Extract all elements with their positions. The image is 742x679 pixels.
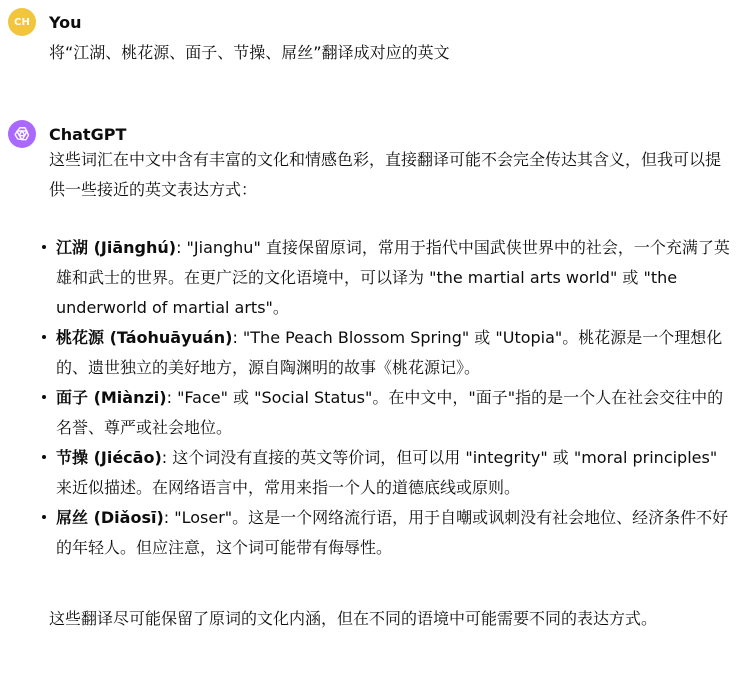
user-name: You: [49, 13, 82, 32]
list-item-text: : "Loser"。这是一个网络流行语，用于自嘲或讽刺没有社会地位、经济条件不好的年轻人。但应注意，这个词可能带有侮辱性。: [56, 508, 729, 557]
list-item: [36, 323, 736, 383]
bullet-dot: [42, 515, 46, 519]
user-avatar: [8, 8, 36, 36]
list-item: [36, 233, 736, 323]
list-item: [36, 443, 736, 503]
list-item: [36, 503, 736, 563]
list-item-text: : "Jianghu" 直接保留原词，常用于指代中国武侠世界中的社会，一个充满了英雄和武士的世界。在更广泛的文化语境中，可以译为 "the martial arts world" 或 "the underworld of martial arts"。: [56, 238, 730, 317]
bullet-dot: [42, 245, 46, 249]
translation-list: [36, 233, 736, 563]
list-item-term: 桃花源 (Táohuāyuán): [56, 328, 233, 347]
list-item-term: 节操 (Jiécāo): [56, 448, 162, 467]
bullet-dot: [42, 395, 46, 399]
list-item-text: : 这个词没有直接的英文等价词，但可以用 "integrity" 或 "moral principles" 来近似描述。在网络语言中，常用来指一个人的道德底线或原则。: [56, 448, 718, 497]
list-item: [36, 383, 736, 443]
list-item-term: 面子 (Miànzi): [56, 388, 167, 407]
list-item-term: 江湖 (Jiānghú): [56, 238, 177, 257]
list-item-text: : "Face" 或 "Social Status"。在中文中，"面子"指的是一个人在社会交往中的名誉、尊严或社会地位。: [56, 388, 724, 437]
user-message-text: 将“江湖、桃花源、面子、节操、屌丝”翻译成对应的英文: [49, 43, 450, 62]
assistant-outro: 这些翻译尽可能保留了原词的文化内涵，但在不同的语境中可能需要不同的表达方式。: [49, 609, 658, 628]
bullet-dot: [42, 455, 46, 459]
assistant-intro: 这些词汇在中文中含有丰富的文化和情感色彩，直接翻译可能不会完全传达其含义，但我可以提供一些接近的英文表达方式：: [49, 150, 722, 199]
list-item-term: 屌丝 (Diǎosī): [56, 508, 164, 527]
list-item-text: : "The Peach Blossom Spring" 或 "Utopia"。桃花源是一个理想化的、遗世独立的美好地方，源自陶渊明的故事《桃花源记》。: [56, 328, 723, 377]
openai-logo-icon: [8, 120, 36, 148]
bullet-dot: [42, 335, 46, 339]
user-avatar-initials: CH: [13, 16, 31, 28]
assistant-name: ChatGPT: [49, 125, 127, 144]
